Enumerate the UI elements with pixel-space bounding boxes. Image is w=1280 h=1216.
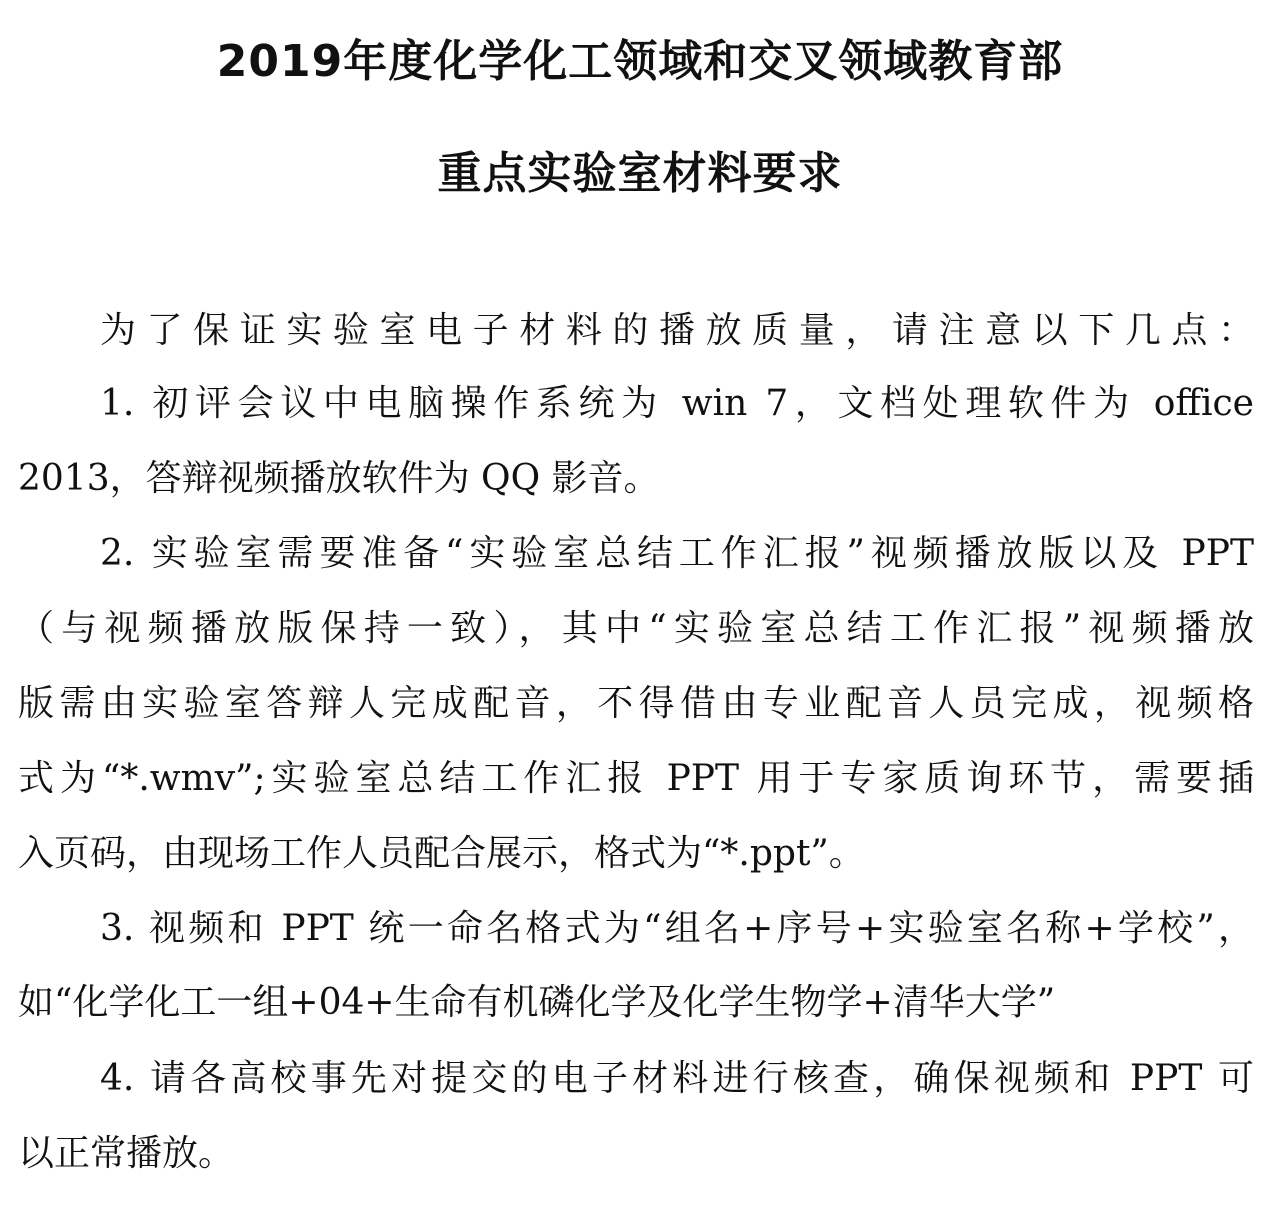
- document-title-line-2: 重点实验室材料要求: [437, 148, 843, 199]
- item-4-line-2: 以正常播放。: [18, 1133, 235, 1174]
- item-2-line-1: 2. 实验室需要准备“实验室总结工作汇报”视频播放版以及 PPT: [100, 533, 1254, 574]
- intro-paragraph: 为了保证实验室电子材料的播放质量，请注意以下几点：: [100, 310, 1254, 351]
- item-3-line-1: 3. 视频和 PPT 统一命名格式为“组名+序号+实验室名称+学校”，: [100, 908, 1254, 949]
- item-3-line-2: 如“化学化工一组+04+生命有机磷化学及化学生物学+清华大学”: [18, 982, 1056, 1023]
- item-2-line-3: 版需由实验室答辩人完成配音，不得借由专业配音人员完成，视频格: [18, 683, 1254, 724]
- document-title-line-1: 2019年度化学化工领域和交叉领域教育部: [216, 36, 1064, 87]
- item-2-line-5: 入页码，由现场工作人员配合展示，格式为“*.ppt”。: [18, 833, 865, 874]
- item-1-line-2: 2013，答辩视频播放软件为 QQ 影音。: [18, 458, 660, 499]
- item-1-line-1: 1. 初评会议中电脑操作系统为 win 7，文档处理软件为 office: [100, 383, 1254, 424]
- item-4-line-1: 4. 请各高校事先对提交的电子材料进行核查，确保视频和 PPT 可: [100, 1058, 1254, 1099]
- item-2-line-4: 式为“*.wmv”;实验室总结工作汇报 PPT 用于专家质询环节，需要插: [18, 758, 1254, 799]
- item-2-line-2: （与视频播放版保持一致），其中“实验室总结工作汇报”视频播放: [18, 608, 1254, 649]
